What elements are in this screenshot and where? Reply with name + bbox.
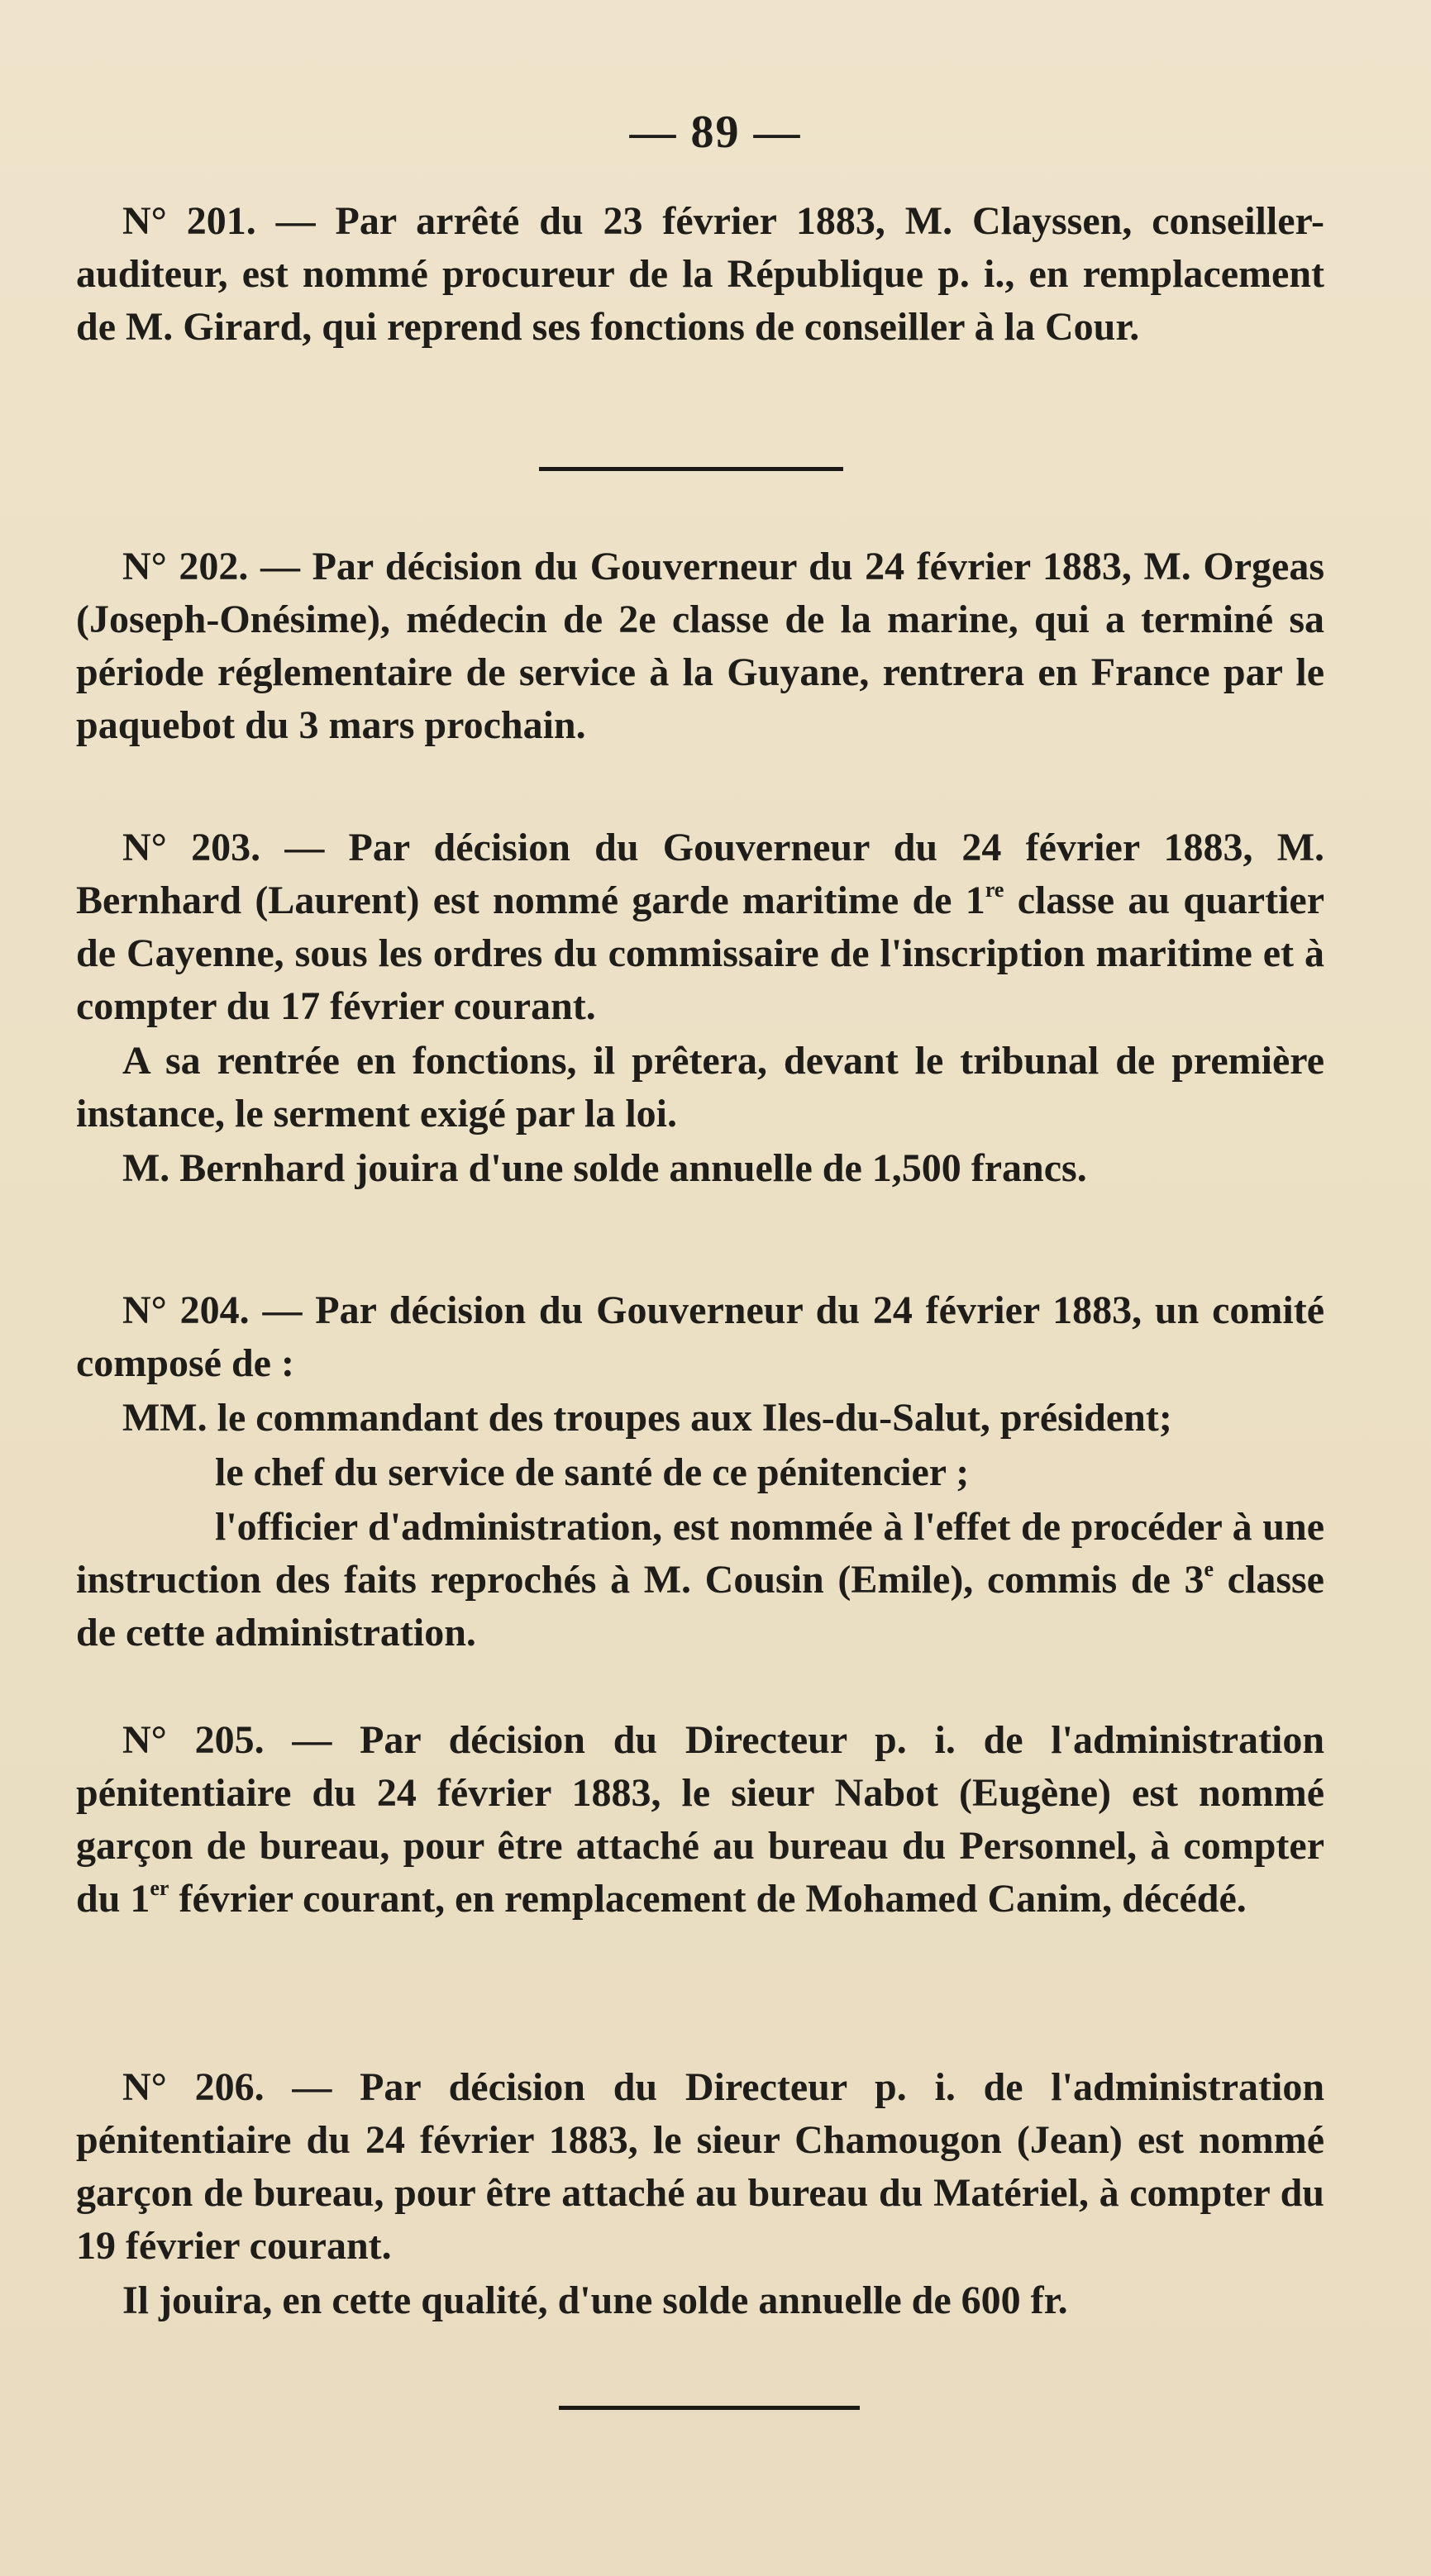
entry-204-paragraph-3: le chef du service de santé de ce pénitencier ; (215, 1450, 970, 1494)
page-number: — 89 — (629, 107, 802, 158)
entry-206-paragraph-2: Il jouira, en cette qualité, d'une solde annuelle de 600 fr. (122, 2278, 1068, 2322)
entry-205-text-a: — Par décision du Directeur p. i. de l'administration pénitentiaire du 24 février 1883, le sieur Nabot (Eugène) est nommé garçon de bureau, pour être attaché au bureau du Personnel, à compter du 1 (76, 1718, 1325, 1921)
entry-201-number: N° 201. (122, 199, 256, 243)
entry-206-paragraph-1 (76, 2061, 1324, 2273)
entry-204-paragraph-2: MM. le commandant des troupes aux Iles-du-Salut, président; (122, 1396, 1172, 1440)
entry-204 (76, 1284, 1324, 1659)
entry-204-text-4b: classe de cette administration. (76, 1558, 1324, 1655)
entry-205-superscript: er (150, 1876, 169, 1900)
entry-203 (76, 821, 1324, 1195)
entry-205-paragraph (76, 1714, 1324, 1926)
entry-201 (76, 195, 1324, 354)
entry-206 (76, 2061, 1324, 2327)
entry-203-superscript: re (985, 878, 1004, 902)
entry-205-text-b: février courant, en remplacement de Mohamed Canim, décédé. (169, 1877, 1247, 1921)
separator-rule (539, 467, 843, 471)
entry-204-text-4: l'officier d'administration, est nommée à l'effet de procéder à une instruction des faits reprochés à M. Cousin (Emile), commis de 3 (76, 1505, 1324, 1602)
entry-202 (76, 540, 1324, 752)
entry-204-text: — Par décision du Gouverneur du 24 février 1883, un comité composé de : (76, 1288, 1325, 1385)
entry-203-number: N° 203. (122, 826, 261, 869)
entry-202-paragraph (76, 540, 1324, 752)
separator-rule-bottom (559, 2406, 860, 2410)
entry-202-text: — Par décision du Gouverneur du 24 février 1883, M. Orgeas (Joseph-Onésime), médecin de 2e classe de la marine, qui a terminé sa période réglementaire de service à la Guyane, rentrera en France par le paquebot du 3 mars prochain. (76, 545, 1325, 747)
entry-201-text: — Par arrêté du 23 février 1883, M. Clayssen, conseiller-auditeur, est nommé procureur de la République p. i., en remplacement de M. Girard, qui reprend ses fonctions de conseiller à la Cour. (76, 199, 1325, 349)
entry-201-paragraph (76, 195, 1324, 354)
entry-205 (76, 1714, 1324, 1926)
entry-203-paragraph-1 (76, 821, 1324, 1033)
entry-203-text-a: — Par décision du Gouverneur du 24 février 1883, M. Bernhard (Laurent) est nommé garde maritime de 1 (76, 826, 1325, 922)
entry-204-number: N° 204. (122, 1288, 250, 1332)
entry-203-paragraph-2: A sa rentrée en fonctions, il prêtera, devant le tribunal de première instance, le serment exigé par la loi. (76, 1039, 1324, 1136)
entry-204-paragraph-1 (76, 1284, 1324, 1390)
entry-206-number: N° 206. (122, 2065, 265, 2109)
entry-203-text-b: classe au quartier de Cayenne, sous les ordres du commissaire de l'inscription maritime et à compter du 17 février courant. (76, 879, 1325, 1028)
entry-204-paragraph-4 (76, 1501, 1324, 1659)
entry-204-superscript: e (1204, 1557, 1214, 1581)
entry-203-paragraph-3: M. Bernhard jouira d'une solde annuelle de 1,500 francs. (122, 1146, 1087, 1190)
entry-202-number: N° 202. (122, 545, 249, 588)
entry-206-text: — Par décision du Directeur p. i. de l'administration pénitentiaire du 24 février 1883, le sieur Chamougon (Jean) est nommé garçon de bureau, pour être attaché au bureau du Matériel, à compter du 19 février courant. (76, 2065, 1325, 2268)
entry-205-number: N° 205. (122, 1718, 265, 1762)
